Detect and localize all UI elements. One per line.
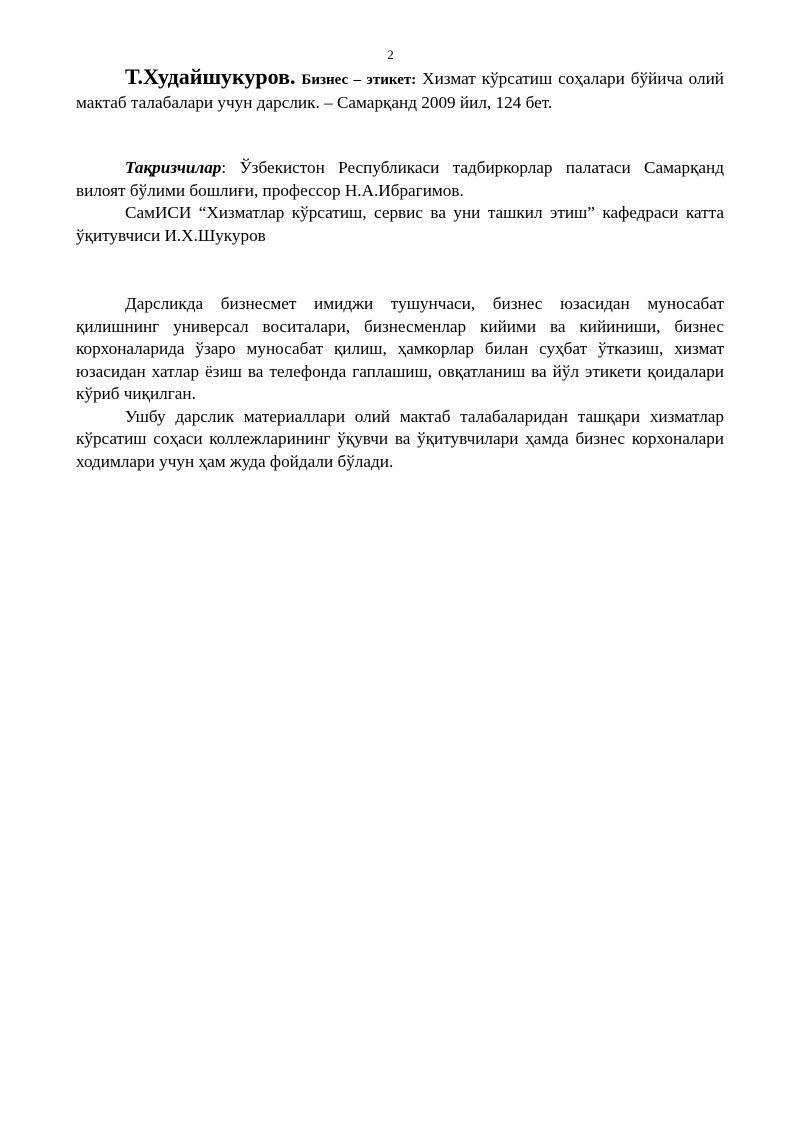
book-title: Бизнес – этикет: <box>301 72 417 88</box>
spacer <box>76 247 724 293</box>
reviewers-colon: : <box>221 158 227 177</box>
citation-paragraph <box>76 66 724 114</box>
reviewer-first: Ўзбекистон Республикаси тадбиркорлар палатаси Самарқанд вилоят бўлими бошлиғи, профессор Н.А.Ибрагимов. <box>76 158 725 200</box>
reviewers-label: Тақризчилар <box>125 158 222 177</box>
reviewers-paragraph <box>76 157 724 202</box>
author-name: Т.Худайшукуров. <box>125 64 296 89</box>
annotation-paragraph-2: Ушбу дарслик материаллари олий мактаб талабаларидан ташқари хизматлар кўрсатиш соҳаси коллежларининг ўқувчи ва ўқитувчилари ҳамда бизнес корхоналари ходимлари учун ҳам жуда фойдали бўлади. <box>76 406 724 471</box>
page-number: 2 <box>387 47 394 62</box>
citation-details: Хизмат кўрсатиш соҳалари бўйича олий мактаб талабалари учун дарслик. – Самарқанд 2009 йил, 124 бет. <box>76 69 725 112</box>
annotation-paragraph-1: Дарсликда бизнесмет имиджи тушунчаси, бизнес юзасидан муносабат қилишнинг универсал воситалари, бизнесменлар кийими ва кийиниши, бизнес корхоналарида ўзаро муносабат қилиш, ҳамкорлар билан суҳбат ўтказиш, хизмат юзасидан хатлар ёзиш ва телефонда гаплашиш, овқатланиш ва йўл этикети қоидалари кўриб чиқилган. <box>76 294 724 403</box>
page-content <box>76 66 724 473</box>
spacer <box>76 114 724 157</box>
reviewer-second: СамИСИ “Хизматлар кўрсатиш, сервис ва уни ташкил этиш” кафедраси катта ўқитувчиси И.Х.Шукуров <box>76 203 724 245</box>
